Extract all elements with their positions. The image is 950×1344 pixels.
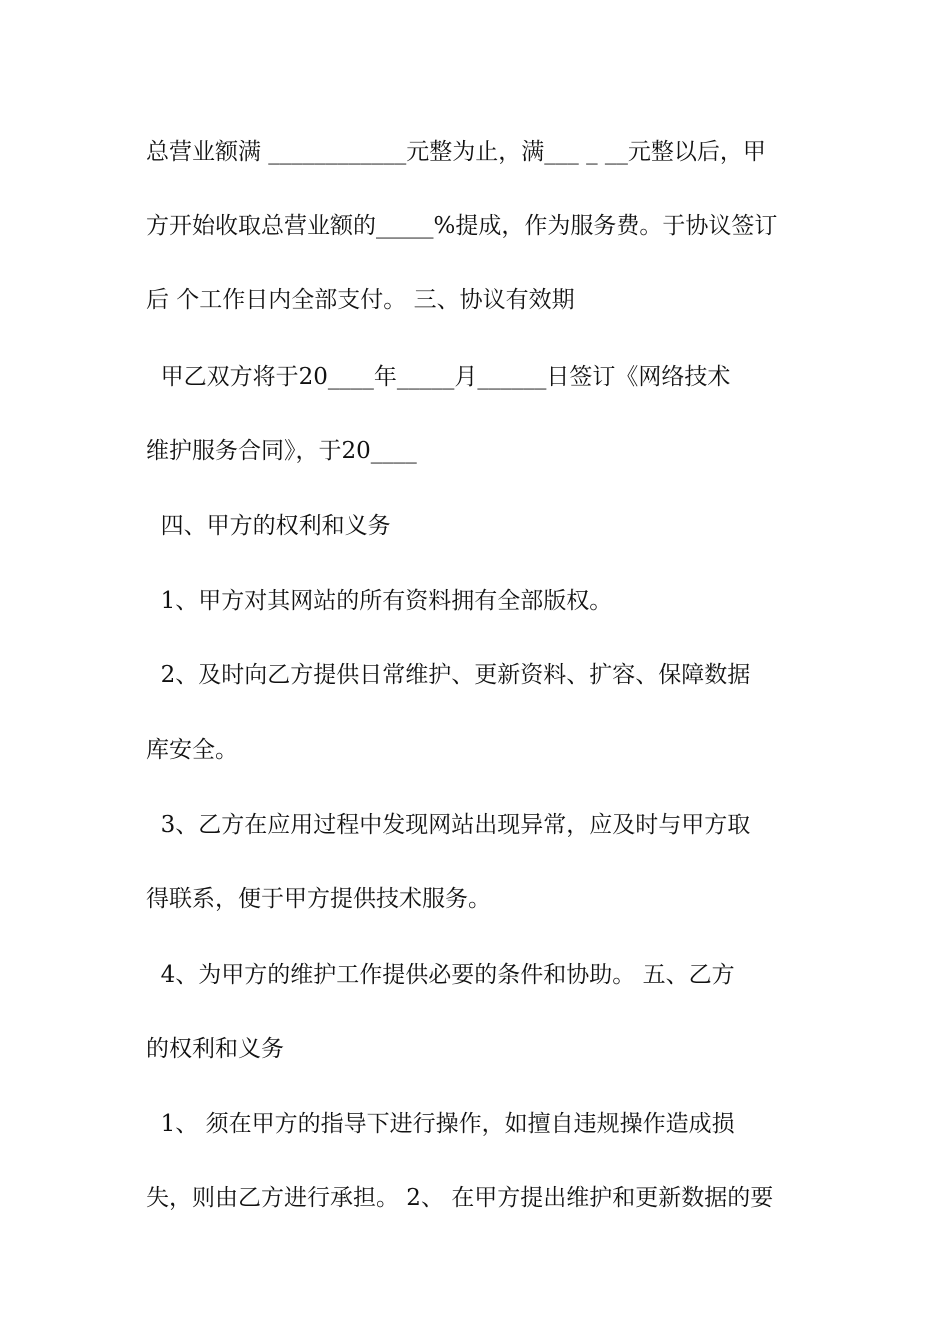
text-line-1: 总营业额满 ____________元整为止，满___ _ __元整以后，甲 bbox=[146, 139, 766, 165]
text-line-3: 后 个工作日内全部支付。 三、协议有效期 bbox=[146, 287, 575, 313]
section-heading-4: 四、甲方的权利和义务 bbox=[146, 513, 391, 539]
text-line-13: 的权利和义务 bbox=[146, 1036, 284, 1062]
text-line-11: 得联系，便于甲方提供技术服务。 bbox=[146, 886, 491, 912]
text-line-12: 4、为甲方的维护工作提供必要的条件和协助。 五、乙方 bbox=[146, 962, 735, 988]
text-line-5: 维护服务合同》，于20____ bbox=[146, 438, 417, 464]
text-line-10: 3、乙方在应用过程中发现网站出现异常，应及时与甲方取 bbox=[146, 812, 751, 838]
text-line-15: 失，则由乙方进行承担。 2、 在甲方提出维护和更新数据的要 bbox=[146, 1185, 774, 1211]
text-line-8: 2、及时向乙方提供日常维护、更新资料、扩容、保障数据 bbox=[146, 662, 751, 688]
text-line-7: 1、甲方对其网站的所有资料拥有全部版权。 bbox=[146, 588, 613, 614]
text-line-2: 方开始收取总营业额的_____%提成，作为服务费。于协议签订 bbox=[146, 213, 778, 239]
text-line-4: 甲乙双方将于20____年_____月______日签订《网络技术 bbox=[146, 364, 731, 390]
text-line-9: 库安全。 bbox=[146, 737, 238, 763]
text-line-14: 1、 须在甲方的指导下进行操作，如擅自违规操作造成损 bbox=[146, 1111, 735, 1137]
